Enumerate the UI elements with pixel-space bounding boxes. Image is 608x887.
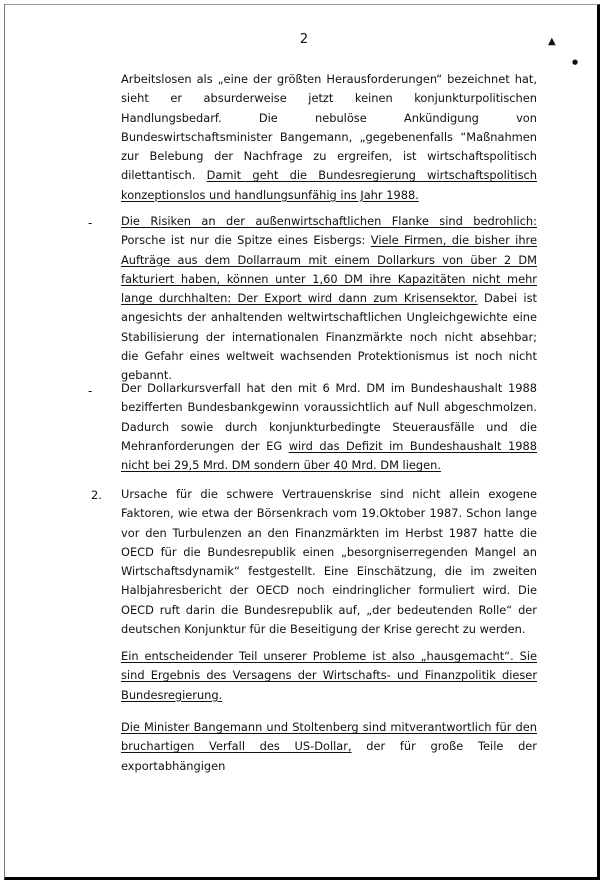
item-text: Ursache für die schwere Vertrauenskrise sind nicht allein exogene Faktoren, wie etwa der Börsenkrach vom 19.Oktober 1987. Schon lange vor den Turbulenzen an den Finanzmärkten im Herbst 1987 hatte die OECD für die Bundesrepublik einen „besorgniserregenden Mangel an Wirtschaftsdynamik“ festgestellt. Eine Einschätzung, die im zweiten Halbjahresbericht der OECD noch eindringlicher formuliert wird. Die OECD ruft darin die Bundesrepublik auf, „der bedeutenden Rolle“ der deutschen Konjunktur für die Beseitigung der Krise gerecht zu werden. xyxy=(121,487,537,637)
scan-mark-icon: ▲ xyxy=(548,36,556,47)
underlined-statement: Damit geht die Bundesregierung wirtschaftspolitisch konzeptionslos und handlungsunfähig ins Jahr 1988. xyxy=(121,168,537,202)
bullet-item-dollar xyxy=(121,379,537,475)
scan-dot-icon: ● xyxy=(572,58,579,66)
bullet-item-risks xyxy=(121,212,537,386)
paragraph-continuation xyxy=(121,70,537,205)
underlined-statement: wird das Defizit im Bundeshaushalt 1988 nicht bei 29,5 Mrd. DM sondern über 40 Mrd. DM liegen. xyxy=(121,438,537,473)
page-number: 2 xyxy=(299,32,309,47)
item-number: 2. xyxy=(91,488,102,502)
paragraph-text: der für große Teile der exportabhängigen xyxy=(121,739,537,773)
bullet-marker: - xyxy=(88,216,93,230)
underlined-statement: Viele Firmen, die bisher ihre Aufträge aus dem Dollarraum mit einem Dollarkurs von über 2 DM fakturiert haben, können unter 1,60 DM ihre Kapazitäten nicht mehr lange durchhalten: Der Export wird dann zum Krisensektor. xyxy=(121,233,537,306)
underlined-statement: Ein entscheidender Teil unserer Probleme ist also „hausgemacht“. Sie sind Ergebnis des Versagens der Wirtschafts- und Finanzpolitik dieser Bundesregierung. xyxy=(121,649,537,702)
bullet-text: Der Dollarkursverfall hat den mit 6 Mrd. DM im Bundeshaushalt 1988 bezifferten Bundesbankgewinn voraussichtlich auf Null abgeschmolzen. Dadurch sowie durch konjunkturbedingte Steuerausfälle und die Mehranforderungen der EG xyxy=(121,381,537,453)
bullet-marker: - xyxy=(88,384,93,398)
bullet-text: Porsche ist nur die Spitze eines Eisbergs: xyxy=(121,233,371,248)
bullet-text: Dabei ist angesichts der anhaltenden weltwirtschaftlichen Ungleichgewichte eine Stabilisierung der internationalen Finanzmärkte noch nicht absehbar; die Gefahr eines weltweit wachsenden Protektionismus ist noch nicht gebannt. xyxy=(121,291,537,383)
paragraph-text: Arbeitslosen als „eine der größten Herausforderungen“ bezeichnet hat, sieht er absurderweise jetzt keinen konjunkturpolitischen Handlungsbedarf. Die nebulöse Ankündigung von Bundeswirtschaftsminister Bangemann, „gegebenenfalls “Maßnahmen zur Belebung der Nachfrage zu ergreifen, ist wirtschaftspolitisch dilettantisch. xyxy=(121,72,537,183)
paragraph-hausgemacht xyxy=(121,647,537,705)
underlined-heading: Die Risiken an der außenwirtschaftlichen Flanke sind bedrohlich: xyxy=(121,214,537,228)
numbered-item-2 xyxy=(121,485,537,639)
underlined-statement: Die Minister Bangemann und Stoltenberg sind mitverantwortlich für den bruchartigen Verfall des US-Dollar, xyxy=(121,720,537,754)
paragraph-minister xyxy=(121,718,537,776)
